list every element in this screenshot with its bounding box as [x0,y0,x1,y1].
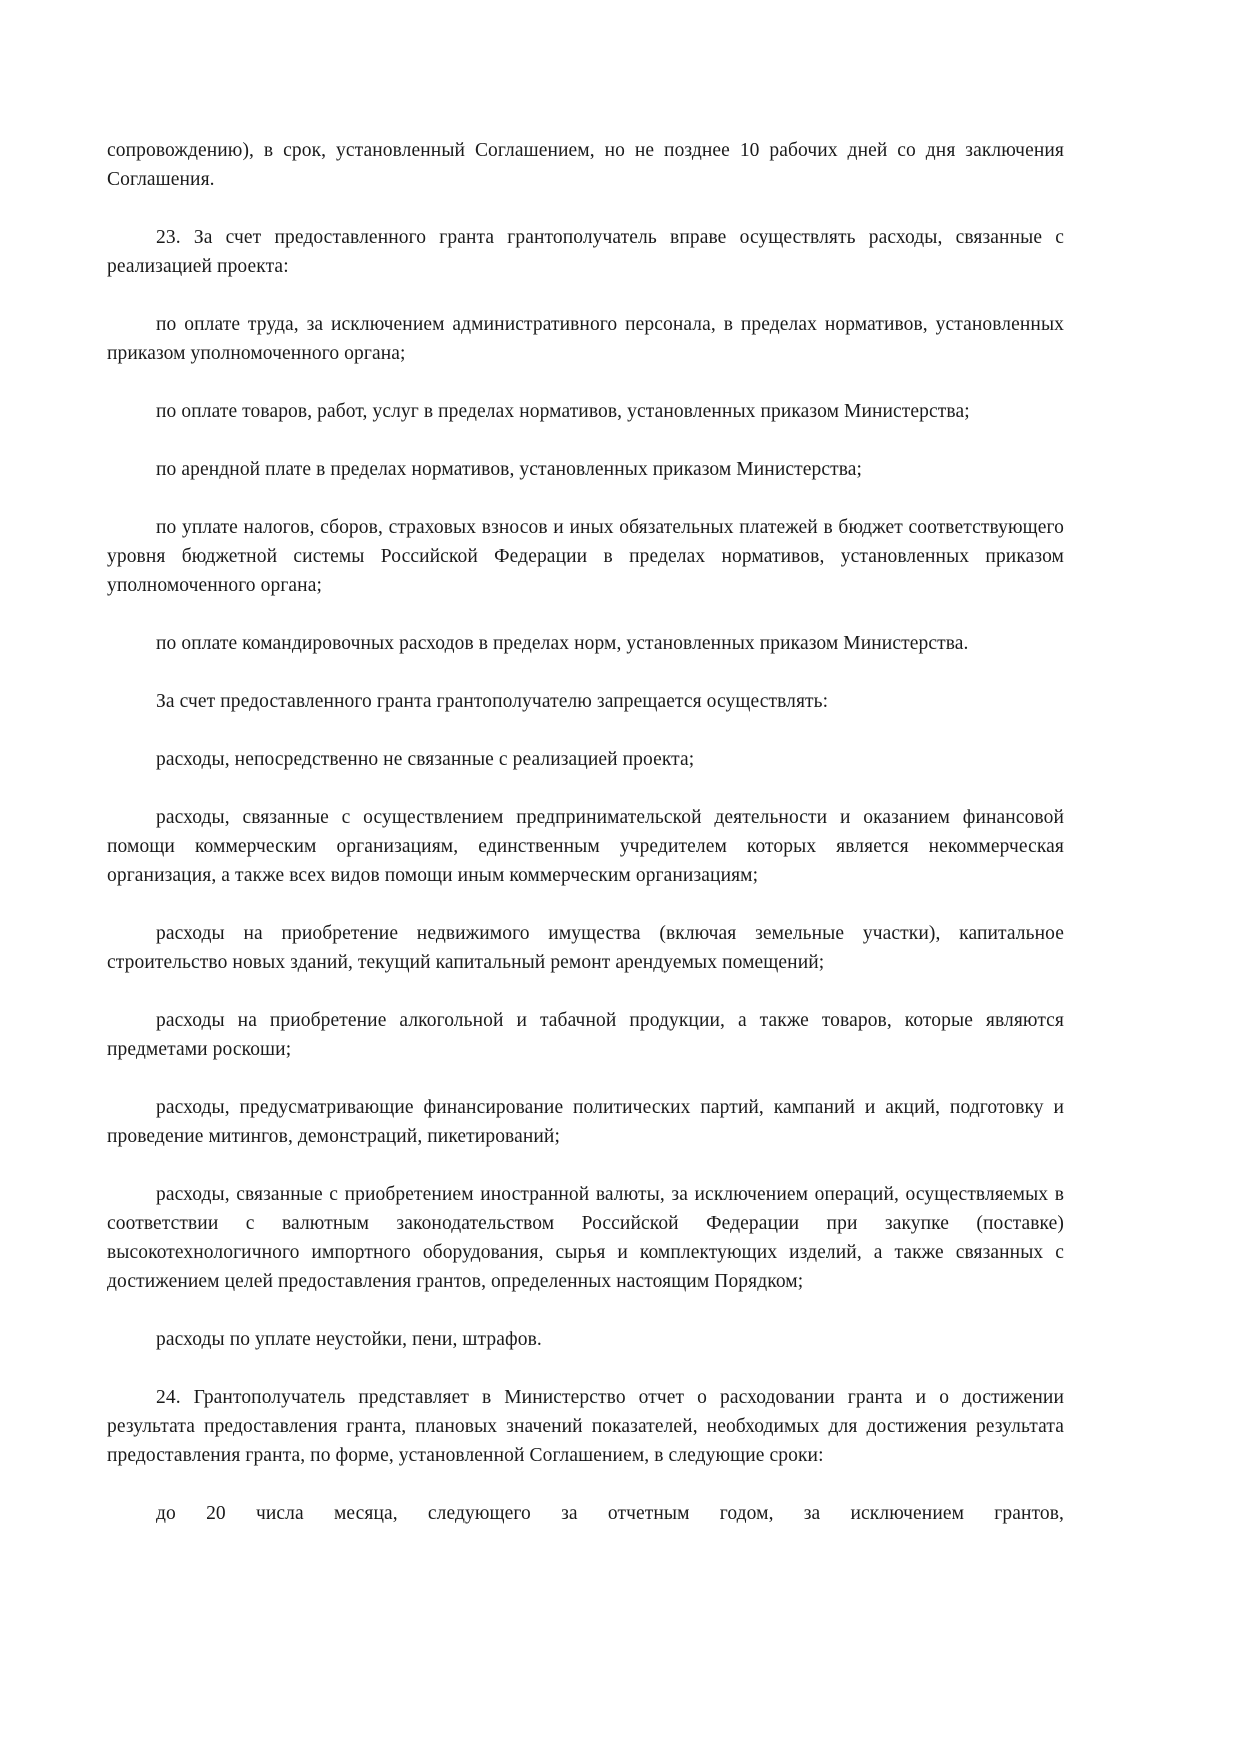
paragraph: расходы, связанные с осуществлением предпринимательской деятельности и оказанием финансовой помощи коммерческим организациям, единственным учредителем которых является некоммерческая организация, а также всех видов помощи иным коммерческим организациям; [107,807,1064,886]
paragraph: по оплате командировочных расходов в пределах норм, установленных приказом Министерства. [156,633,969,654]
paragraph: расходы, непосредственно не связанные с реализацией проекта; [156,749,695,770]
paragraph: по арендной плате в пределах нормативов, установленных приказом Министерства; [156,459,863,480]
paragraph: расходы по уплате неустойки, пени, штрафов. [156,1329,542,1350]
paragraph: расходы на приобретение алкогольной и табачной продукции, а также товаров, которые являются предметами роскоши; [107,1010,1064,1060]
paragraph: расходы, предусматривающие финансирование политических партий, кампаний и акций, подготовку и проведение митингов, демонстраций, пикетирований; [107,1097,1064,1147]
document-body [107,136,1064,1528]
paragraph: сопровождению), в срок, установленный Соглашением, но не позднее 10 рабочих дней со дня заключения Соглашения. [107,140,1064,190]
paragraph: расходы, связанные с приобретением иностранной валюты, за исключением операций, осуществляемых в соответствии с валютным законодательством Российской Федерации при закупке (поставке) высокотехнологичного импортного оборудования, сырья и комплектующих изделий, а также связанных с достижением целей предоставления грантов, определенных настоящим Порядком; [107,1184,1064,1292]
paragraph: по уплате налогов, сборов, страховых взносов и иных обязательных платежей в бюджет соответствующего уровня бюджетной системы Российской Федерации в пределах нормативов, установленных приказом уполномоченного органа; [107,517,1064,596]
paragraph: по оплате труда, за исключением административного персонала, в пределах нормативов, установленных приказом уполномоченного органа; [107,314,1064,364]
paragraph: до 20 числа месяца, следующего за отчетным годом, за исключением грантов, [156,1503,1064,1524]
paragraph: 23. За счет предоставленного гранта грантополучатель вправе осуществлять расходы, связанные с реализацией проекта: [107,227,1064,277]
paragraph: 24. Грантополучатель представляет в Министерство отчет о расходовании гранта и о достижении результата предоставления гранта, плановых значений показателей, необходимых для достижения результата предоставления гранта, по форме, установленной Соглашением, в следующие сроки: [107,1387,1064,1466]
paragraph: расходы на приобретение недвижимого имущества (включая земельные участки), капитальное строительство новых зданий, текущий капитальный ремонт арендуемых помещений; [107,923,1064,973]
paragraph: За счет предоставленного гранта грантополучателю запрещается осуществлять: [156,691,829,712]
paragraph: по оплате товаров, работ, услуг в пределах нормативов, установленных приказом Министерства; [156,401,970,422]
